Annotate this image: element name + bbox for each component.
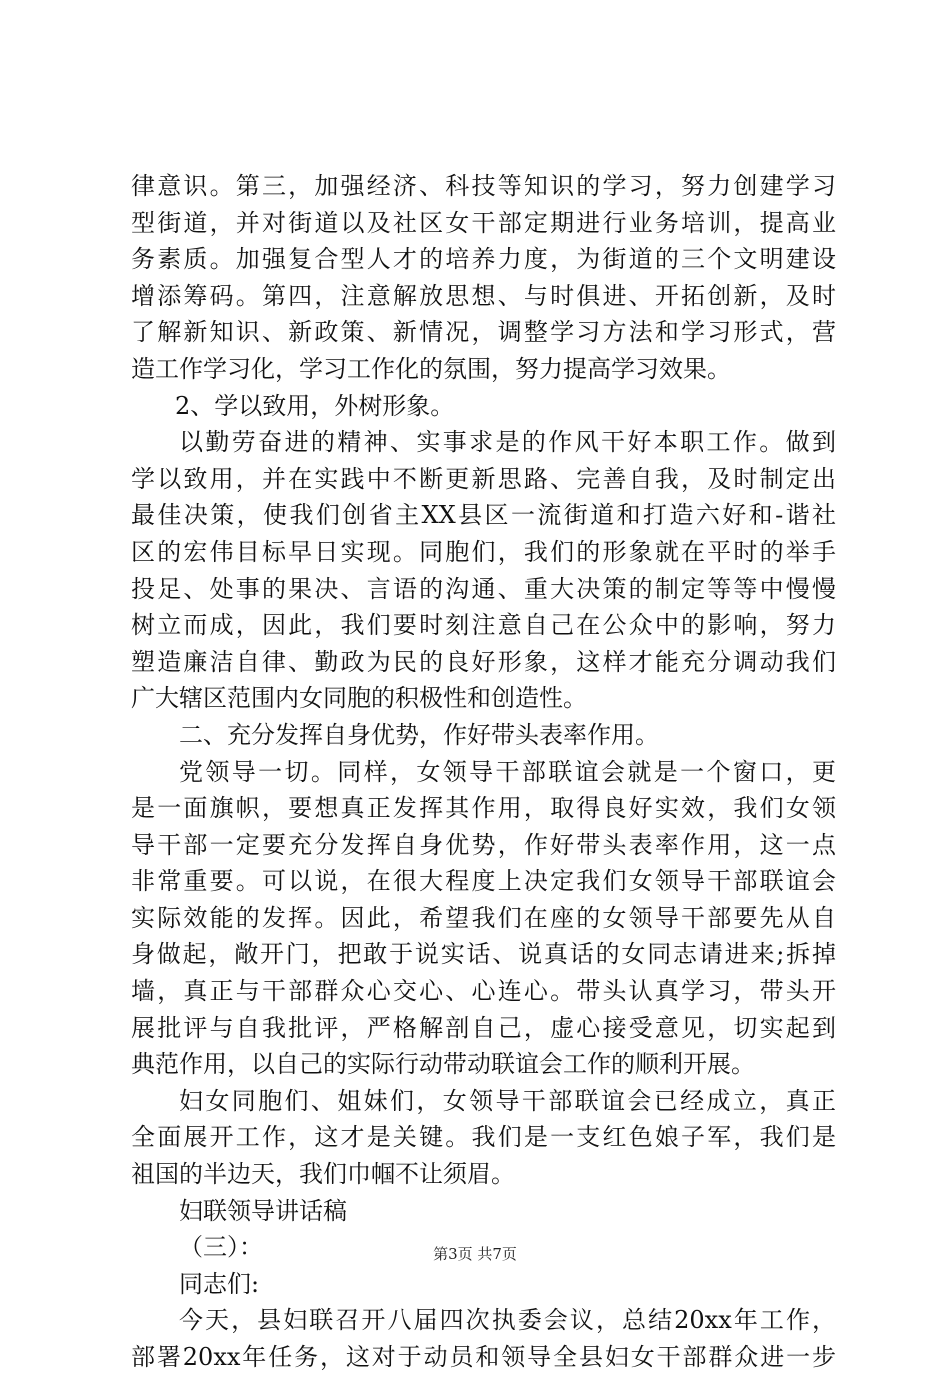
text-line: 非常重要。可以说，在很大程度上决定我们女领导干部联谊会	[131, 867, 836, 896]
text-line: 增添筹码。第四，注意解放思想、与时俱进、开拓创新，及时	[131, 281, 836, 310]
text-line: 塑造廉洁自律、勤政为民的良好形象，这样才能充分调动我们	[131, 647, 836, 676]
text-line: 墙，真正与干部群众心交心、心连心。带头认真学习，带头开	[131, 977, 836, 1006]
text-line: 是一面旗帜，要想真正发挥其作用，取得良好实效，我们女领	[131, 794, 836, 823]
text-line: 身做起，敞开门，把敢于说实话、说真话的女同志请进来;拆掉	[131, 940, 836, 969]
text-line: 妇女同胞们、姐妹们，女领导干部联谊会已经成立，真正	[179, 1086, 836, 1115]
text-line: 以勤劳奋进的精神、实事求是的作风干好本职工作。做到	[179, 428, 836, 457]
section-heading: 2、学以致用，外树形象。	[175, 391, 455, 420]
text-line: 树立而成，因此，我们要时刻注意自己在公众中的影响，努力	[131, 611, 836, 640]
document-body	[131, 168, 836, 1376]
text-line: 典范作用，以自己的实际行动带动联谊会工作的顺利开展。	[131, 1050, 755, 1079]
text-line: 部署20xx年任务，这对于动员和领导全县妇女干部群众进一步	[131, 1343, 836, 1371]
text-line: 律意识。第三，加强经济、科技等知识的学习，努力创建学习	[131, 172, 836, 200]
text-line: 务素质。加强复合型人才的培养力度，为街道的三个文明建设	[131, 245, 836, 274]
document-title: 妇联领导讲话稿	[179, 1196, 347, 1225]
text-line: 祖国的半边天，我们巾帼不让须眉。	[131, 1160, 515, 1189]
text-line: 展批评与自我批评，严格解剖自己，虚心接受意见，切实起到	[131, 1013, 836, 1042]
text-line: 最佳决策，使我们创省主XX县区一流街道和打造六好和-谐社	[131, 501, 836, 530]
text-line: 造工作学习化，学习工作化的氛围，努力提高学习效果。	[131, 354, 731, 383]
text-line: 全面展开工作，这才是关键。我们是一支红色娘子军，我们是	[131, 1123, 836, 1152]
text-line: 投足、处事的果决、言语的沟通、重大决策的制定等等中慢慢	[131, 574, 836, 603]
text-line: 区的宏伟目标早日实现。同胞们，我们的形象就在平时的举手	[131, 537, 836, 566]
text-line: 导干部一定要充分发挥自身优势，作好带头表率作用，这一点	[131, 830, 836, 859]
section-number: （三）：	[179, 1233, 263, 1262]
section-heading: 二、充分发挥自身优势，作好带头表率作用。	[179, 720, 659, 749]
text-line: 广大辖区范围内女同胞的积极性和创造性。	[131, 684, 587, 713]
text-line: 实际效能的发挥。因此，希望我们在座的女领导干部要先从自	[131, 903, 836, 932]
text-line: 党领导一切。同样，女领导干部联谊会就是一个窗口，更	[179, 757, 836, 786]
text-line: 型街道，并对街道以及社区女干部定期进行业务培训，提高业	[131, 208, 836, 237]
text-line: 今天，县妇联召开八届四次执委会议，总结20xx年工作，	[179, 1306, 836, 1335]
text-line: 学以致用，并在实践中不断更新思路、完善自我，及时制定出	[131, 464, 836, 493]
page-footer: 第3页 共7页	[433, 1245, 517, 1263]
text-line: 了解新知识、新政策、新情况，调整学习方法和学习形式，营	[131, 318, 836, 347]
salutation: 同志们:	[179, 1269, 260, 1298]
